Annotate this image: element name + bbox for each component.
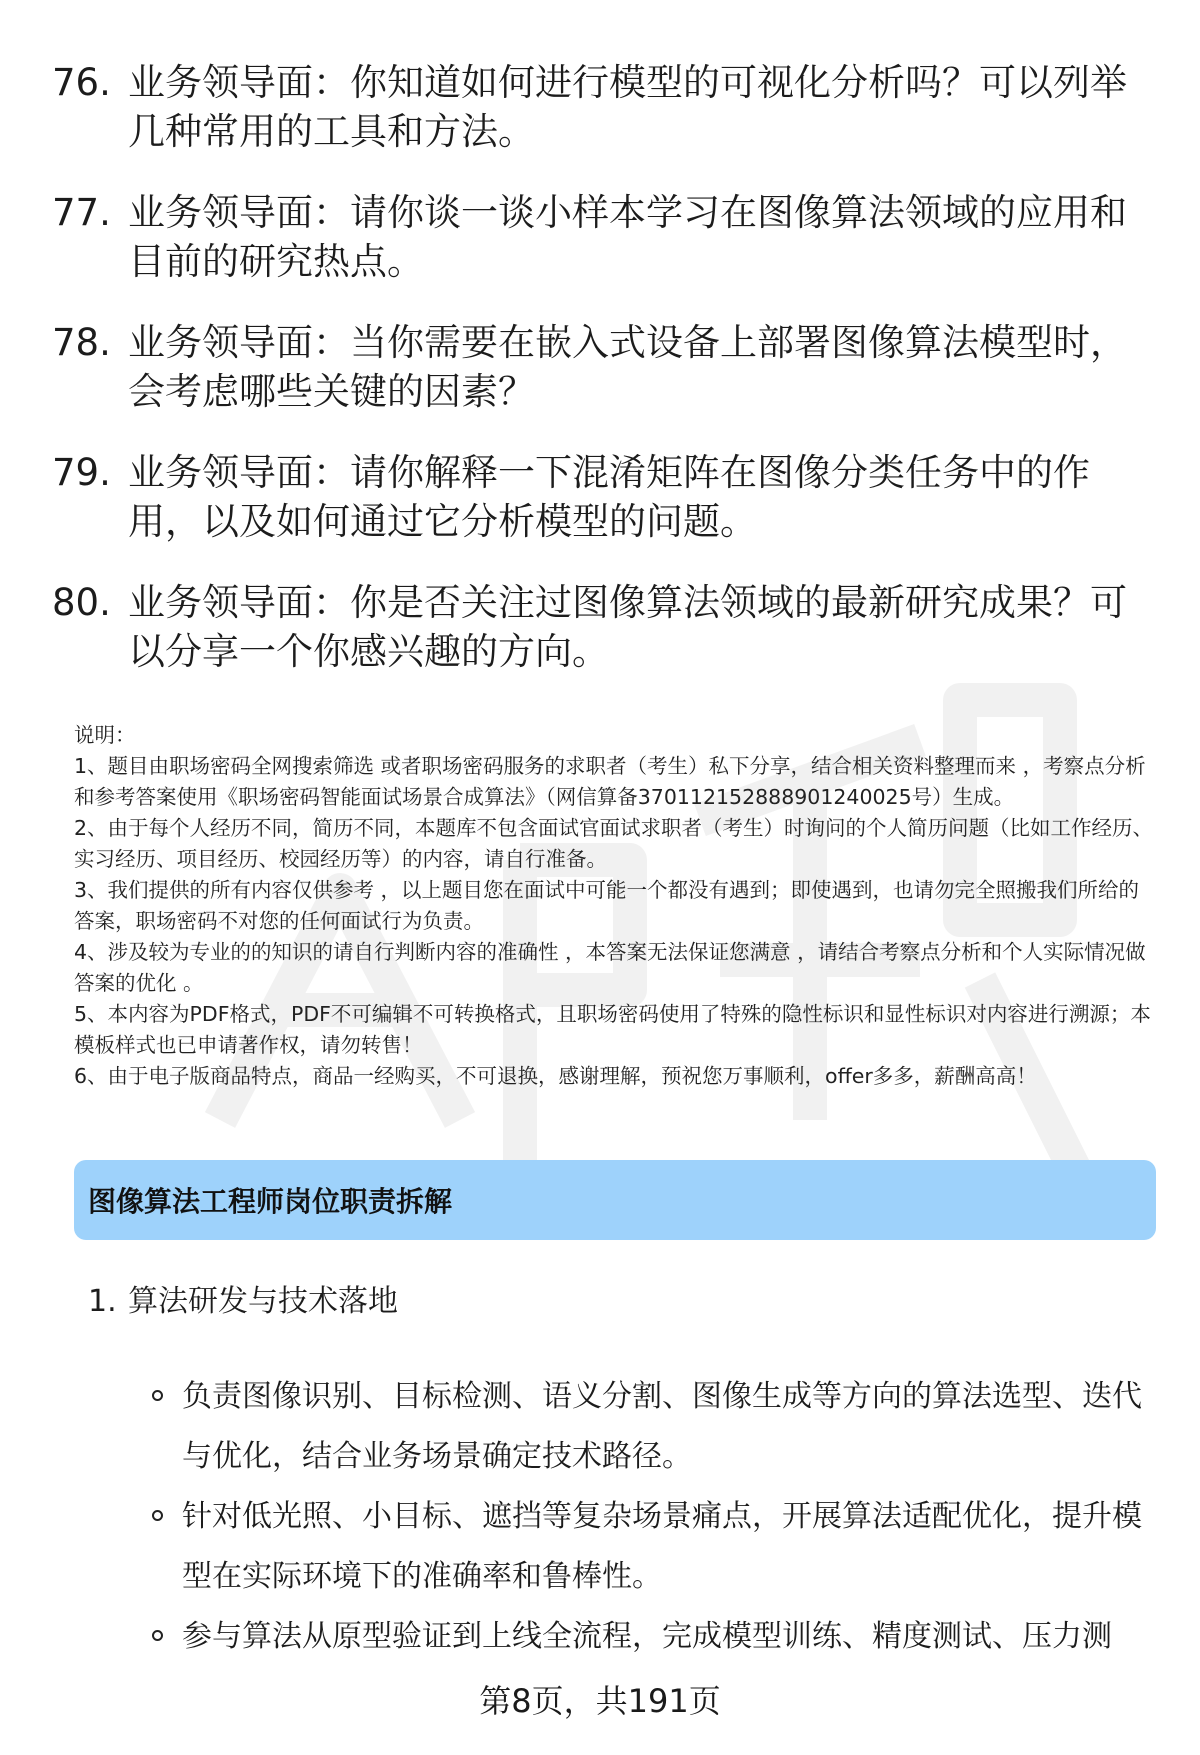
question-number: 76. <box>52 61 111 104</box>
bullet-item <box>152 1607 1152 1667</box>
question-number: 80. <box>52 581 111 624</box>
section-title: 图像算法工程师岗位职责拆解 <box>88 1185 453 1218</box>
note-item: 4、涉及较为专业的的知识的请自行判断内容的准确性 ，本答案无法保证您满意 ，请结合考察点分析和个人实际情况做答案的优化 。 <box>74 940 1146 995</box>
question-item <box>52 448 1142 546</box>
question-text: 业务领导面：你知道如何进行模型的可视化分析吗？可以列举几种常用的工具和方法。 <box>128 61 1127 153</box>
question-number: 79. <box>52 451 111 494</box>
bullet-list <box>152 1367 1152 1667</box>
question-item <box>52 318 1142 416</box>
bullet-item <box>152 1487 1152 1607</box>
note-item: 3、我们提供的所有内容仅供参考 ，以上题目您在面试中可能一个都没有遇到；即使遇到，也请勿完全照搬我们所给的答案，职场密码不对您的任何面试行为负责。 <box>74 878 1140 933</box>
page-footer: 第8页，共191页 <box>479 1682 721 1720</box>
question-item <box>52 58 1142 156</box>
note-item: 6、由于电子版商品特点，商品一经购买，不可退换，感谢理解，预祝您万事顺利，offer多多，薪酬高高！ <box>74 1064 1037 1088</box>
section-banner <box>74 1160 1156 1240</box>
bullet-item <box>152 1367 1152 1487</box>
circle-bullet-icon <box>152 1510 163 1521</box>
subsection-heading <box>88 1282 398 1322</box>
note-item: 1、题目由职场密码全网搜索筛选 或者职场密码服务的求职者（考生）私下分享，结合相关资料整理而来 ，考察点分析和参考答案使用《职场密码智能面试场景合成算法》（网信算备370112152888901240025号）生成。 <box>74 754 1146 809</box>
question-text: 业务领导面：当你需要在嵌入式设备上部署图像算法模型时，会考虑哪些关键的因素？ <box>128 321 1127 413</box>
bullet-text: 负责图像识别、目标检测、语义分割、图像生成等方向的算法选型、迭代与优化，结合业务场景确定技术路径。 <box>182 1379 1142 1474</box>
question-text: 业务领导面：你是否关注过图像算法领域的最新研究成果？可以分享一个你感兴趣的方向。 <box>128 581 1127 673</box>
question-list <box>52 58 1142 708</box>
subsection-title: 算法研发与技术落地 <box>128 1284 398 1319</box>
question-number: 78. <box>52 321 111 364</box>
circle-bullet-icon <box>152 1630 163 1641</box>
bullet-text: 针对低光照、小目标、遮挡等复杂场景痛点，开展算法适配优化，提升模型在实际环境下的准确率和鲁棒性。 <box>182 1499 1142 1594</box>
question-text: 业务领导面：请你谈一谈小样本学习在图像算法领域的应用和目前的研究热点。 <box>128 191 1127 283</box>
question-item <box>52 578 1142 676</box>
notes-block <box>74 720 1159 1092</box>
note-item: 2、由于每个人经历不同，简历不同，本题库不包含面试官面试求职者（考生）时询问的个人简历问题（比如工作经历、实习经历、项目经历、校园经历等）的内容，请自行准备。 <box>74 816 1154 871</box>
bullet-text: 参与算法从原型验证到上线全流程，完成模型训练、精度测试、压力测 <box>182 1619 1112 1654</box>
notes-heading: 说明： <box>74 723 136 747</box>
note-item: 5、本内容为PDF格式，PDF不可编辑不可转换格式，且职场密码使用了特殊的隐性标识和显性标识对内容进行溯源；本模板样式也已申请著作权，请勿转售！ <box>74 1002 1151 1057</box>
subsection-number: 1. <box>88 1284 117 1319</box>
question-item <box>52 188 1142 286</box>
question-text: 业务领导面：请你解释一下混淆矩阵在图像分类任务中的作用，以及如何通过它分析模型的问题。 <box>128 451 1090 543</box>
circle-bullet-icon <box>152 1390 163 1401</box>
question-number: 77. <box>52 191 111 234</box>
